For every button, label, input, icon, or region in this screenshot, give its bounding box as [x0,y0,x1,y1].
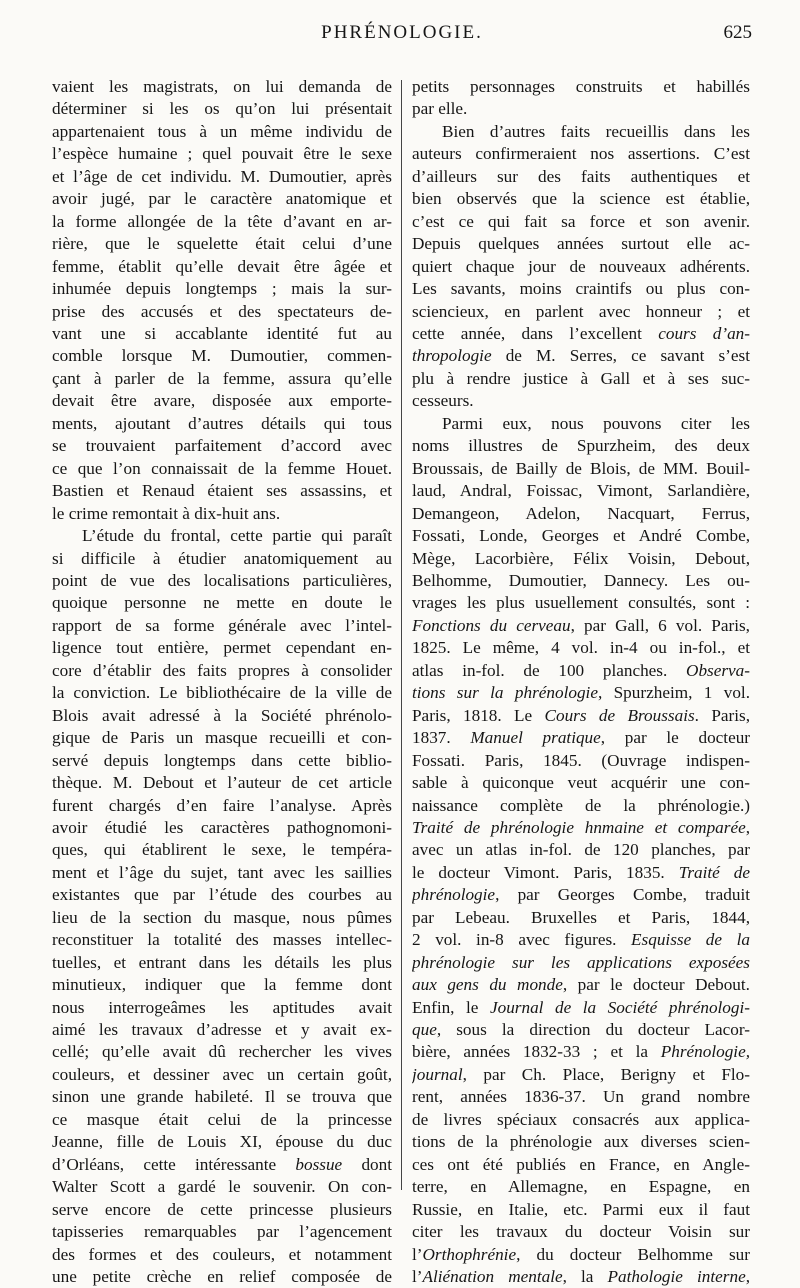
text-line: Mège, Lacorbière, Félix Voisin, Debout, [412,548,750,568]
text-line: se trouvaient parfaitement d’accord avec [52,436,392,456]
right-column [412,76,750,1288]
text-line: si difficile à étudier anatomiquement au [52,548,392,568]
text-line: par Lebeau. Bruxelles et Paris, 1844, [412,907,750,927]
text-line: avoir étudié les caractères pathognomoni- [52,817,392,837]
text-line: Parmi eux, nous pouvons citer les [442,413,750,433]
text-line: ces ont été publiés en France, en Angle- [412,1154,750,1174]
text-line: ce que l’on connaissait de la femme Houet. [52,458,392,478]
text-line: 2 vol. in-8 avec figures. Esquisse de la [412,930,750,950]
text-line: çant à parler de la femme, assura qu’elle [52,368,392,388]
text-line: sinon une grande habileté. Il se trouva que [52,1087,392,1107]
text-line: vrages les plus usuellement consultés, sont : [412,593,750,613]
text-line: ligence tout entière, permet cependant en- [52,638,392,658]
text-line: une petite crèche en relief composée de [52,1267,392,1287]
left-column [52,76,392,1288]
text-line: tions de la phrénologie aux diverses scien- [412,1132,750,1152]
text-line: sable à quiconque veut acquérir une con- [412,773,750,793]
text-line: ce masque était celui de la princesse [52,1109,392,1129]
text-line: terre, en Allemagne, en Espagne, en [412,1177,750,1197]
text-line: Fonctions du cerveau, par Gall, 6 vol. Paris, [412,615,750,635]
text-line: journal, par Ch. Place, Berigny et Flo- [412,1064,750,1084]
text-line: cesseurs. [412,391,474,411]
text-line: Les savants, moins craintifs ou plus con- [412,279,750,299]
text-line: ment et l’âge du sujet, tant avec les saillies [52,862,392,882]
text-line: bière, années 1832-33 ; et la Phrénologie, [412,1042,750,1062]
text-line: Belhomme, Dumoutier, Dannecy. Les ou- [412,570,750,590]
text-line: Russie, en Italie, etc. Parmi eux il faut [412,1199,750,1219]
text-line: cette année, dans l’excellent cours d’an- [412,323,750,343]
text-line: serve encore de cette princesse plusieurs [52,1199,392,1219]
text-line: Walter Scott a gardé le souvenir. On con- [52,1177,392,1197]
text-line: que, sous la direction du docteur Lacor- [412,1020,750,1040]
text-line: vaient les magistrats, on lui demanda de [52,77,392,96]
text-line: 1837. Manuel pratique, par le docteur [412,728,750,748]
text-line: nous interrogeâmes les aptitudes avait [52,997,392,1017]
text-line: Blois avait adressé à la Société phrénolo- [52,705,392,725]
text-line: femme, établit qu’elle devait être âgée et [52,256,392,276]
text-line: servé depuis longtemps dans cette biblio- [52,750,392,770]
text-line: vant une si accablante identité fut au [52,323,392,343]
text-line: Demangeon, Adelon, Nacquart, Ferrus, [412,503,750,523]
text-line: des formes et des couleurs, et notamment [52,1244,392,1264]
text-line: gique de Paris un masque recueilli et con- [52,728,392,748]
text-line: plu à rendre justice à Gall et à ses suc- [412,368,750,388]
text-line: phrénologie sur les applications exposées [412,952,750,972]
text-line: l’Aliénation mentale, la Pathologie interne, [412,1267,750,1287]
text-line: Bastien et Renaud étaient ses assassins, et [52,481,392,501]
text-line: Broussais, de Bailly de Blois, de MM. Bouil- [412,458,750,478]
text-line: 1825. Le même, 4 vol. in-4 ou in-fol., et [412,638,750,658]
text-line: inhumée depuis longtemps ; mais la sur- [52,279,392,299]
text-line: auteurs confirmeraient nos assertions. C’est [412,144,750,164]
text-line: c’est ce qui fait sa force et son avenir. [412,211,750,231]
text-line: citer les travaux du docteur Voisin sur [412,1222,750,1242]
text-line: thropologie de M. Serres, ce savant s’est [412,346,750,366]
text-line: rent, années 1836-37. Un grand nombre [412,1087,750,1107]
text-line: et l’âge de cet individu. M. Dumoutier, après [52,166,392,186]
text-line: tions sur la phrénologie, Spurzheim, 1 vol. [412,683,750,703]
text-line: d’ailleurs sur des faits authentiques et [412,166,750,186]
text-line: appartenaient tous à un même individu de [52,121,392,141]
text-line: Traité de phrénologie hnmaine et comparée, [412,817,750,837]
text-line: sciencieux, en parlent avec honneur ; et [412,301,750,321]
column-divider [401,80,402,1190]
text-line: naissance complète de la phrénologie.) [412,795,750,815]
text-line: L’étude du frontal, cette partie qui paraît [82,526,392,546]
text-line: d’Orléans, cette intéressante bossue dont [52,1154,392,1174]
running-head [52,22,752,52]
text-line: déterminer si les os qu’on lui présentait [52,99,392,119]
text-line: minutieux, indiquer que la femme dont [52,975,392,995]
page-number: 625 [723,22,752,43]
text-line: le docteur Vimont. Paris, 1835. Traité de [412,862,750,882]
text-line: core d’établir des faits propres à consolider [52,660,392,680]
text-line: laud, Andral, Foissac, Vimont, Sarlandière, [412,481,750,501]
text-line: reconstituer la totalité des masses intellec- [52,930,392,950]
text-line: cellé; qu’elle avait dû rechercher les vives [52,1042,392,1062]
text-line: quiert chaque jour de nouveaux adhérents. [412,256,750,276]
text-line: devait être avare, disposée aux emporte- [52,391,392,411]
text-line: par elle. [412,99,468,119]
text-line: Jeanne, fille de Louis XI, épouse du duc [52,1132,392,1152]
text-line: Fossati, Londe, Georges et André Combe, [412,526,750,546]
running-title: PHRÉNOLOGIE. [321,22,483,43]
text-line: l’espèce humaine ; quel pouvait être le sexe [52,144,392,164]
text-line: le crime remontait à dix-huit ans. [52,503,281,523]
text-line: de livres spéciaux consacrés aux applica- [412,1109,750,1129]
text-line: rapport de sa forme générale avec l’intel- [52,615,392,635]
text-line: furent chargés d’en faire l’analyse. Après [52,795,392,815]
text-line: tapisseries remarquables par l’agencement [52,1222,392,1242]
text-line: bien observés que la science est établie, [412,189,750,209]
text-line: atlas in-fol. de 100 planches. Observa- [412,660,750,680]
text-line: Enfin, le Journal de la Société phrénologi- [412,997,750,1017]
text-line: Paris, 1818. Le Cours de Broussais. Paris, [412,705,750,725]
text-line: quoique personne ne mette en doute le [52,593,392,613]
text-line: petits personnages construits et habillés [412,77,750,96]
text-line: prise des accusés et des spectateurs de- [52,301,392,321]
text-line: couleurs, et dessiner avec un certain goût, [52,1064,392,1084]
text-line: ques, qui établirent le sexe, le tempéra- [52,840,392,860]
text-line: ments, ajoutant d’autres détails qui tous [52,413,392,433]
text-line: la forme allongée de la tête d’avant en ar- [52,211,392,231]
text-line: Depuis quelques années surtout elle ac- [412,234,750,254]
text-line: l’Orthophrénie, du docteur Belhomme sur [412,1244,750,1264]
text-line: avoir jugé, par le caractère anatomique et [52,189,392,209]
text-line: rière, que le squelette était celui d’une [52,234,392,254]
text-line: noms illustres de Spurzheim, des deux [412,436,750,456]
text-line: phrénologie, par Georges Combe, traduit [412,885,750,905]
text-line: aux gens du monde, par le docteur Debout. [412,975,750,995]
text-line: la conviction. Le bibliothécaire de la ville de [52,683,392,703]
text-line: comble lorsque M. Dumoutier, commen- [52,346,392,366]
text-line: thèque. M. Debout et l’auteur de cet article [52,773,392,793]
text-line: Fossati. Paris, 1845. (Ouvrage indispen- [412,750,750,770]
text-line: lieu de la section du masque, nous pûmes [52,907,392,927]
text-line: avec un atlas in-fol. de 120 planches, par [412,840,750,860]
text-line: Bien d’autres faits recueillis dans les [442,121,750,141]
text-line: aimé les travaux d’adresse et y avait ex- [52,1020,392,1040]
text-line: point de vue des localisations particulières, [52,570,392,590]
text-line: tuelles, et entrant dans les détails les plus [52,952,392,972]
text-line: existantes que par l’étude des courbes au [52,885,392,905]
